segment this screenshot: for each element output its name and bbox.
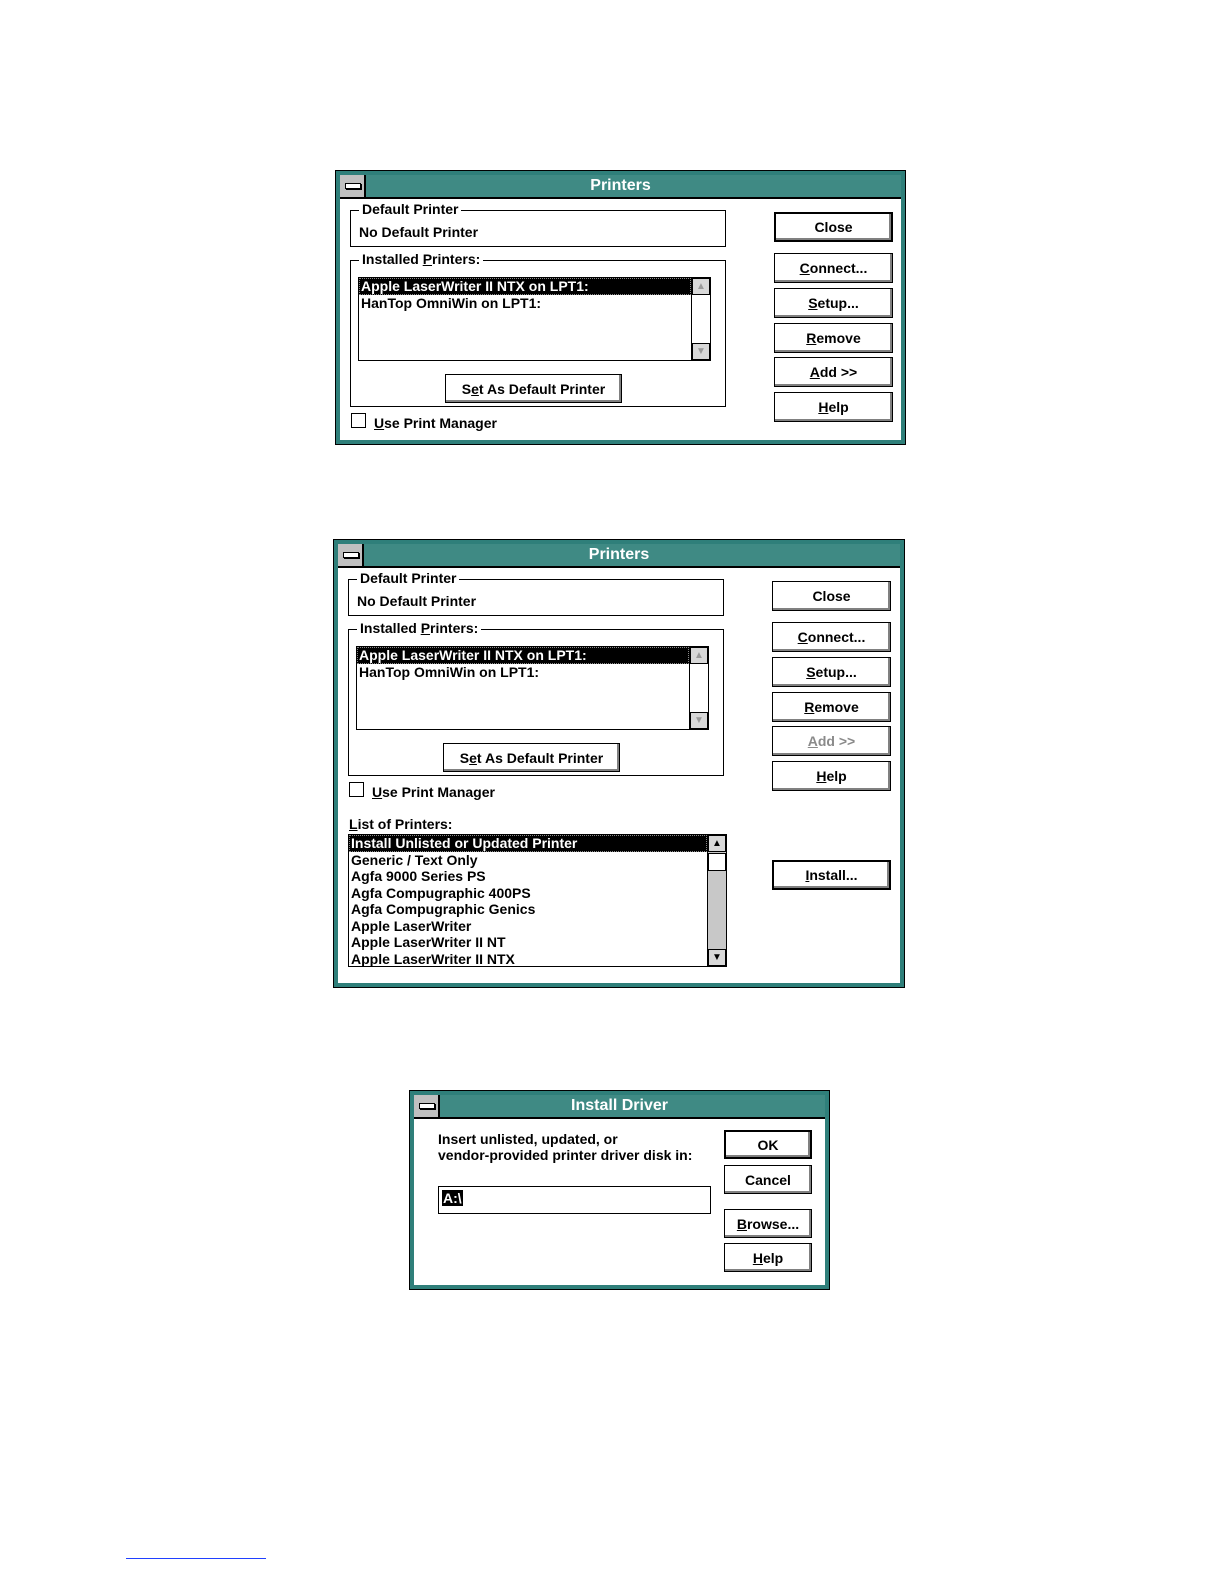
title-bar[interactable] bbox=[338, 544, 900, 568]
default-printer-group bbox=[350, 201, 726, 247]
ok-button[interactable]: OK bbox=[724, 1130, 812, 1159]
window-title: Printers bbox=[590, 177, 651, 194]
scroll-down-arrow-icon[interactable]: ▼ bbox=[690, 712, 708, 729]
use-print-manager-checkbox[interactable] bbox=[351, 413, 366, 428]
list-item[interactable]: Agfa Compugraphic Genics bbox=[351, 901, 536, 917]
add-button[interactable]: A dd >> bbox=[772, 726, 891, 756]
help-button[interactable]: H elp bbox=[772, 761, 891, 791]
close-button[interactable]: Close bbox=[774, 212, 893, 242]
setup-button[interactable]: S etup... bbox=[774, 288, 893, 318]
installed-printers-group bbox=[348, 620, 724, 776]
default-printer-value: No Default Printer bbox=[357, 593, 477, 609]
list-item[interactable]: Apple LaserWriter II NT bbox=[351, 934, 506, 950]
printers-dialog-2 bbox=[334, 540, 904, 987]
scroll-down-arrow-icon[interactable]: ▼ bbox=[708, 949, 726, 966]
close-button[interactable]: Close bbox=[772, 581, 891, 611]
setup-button[interactable]: S etup... bbox=[772, 657, 891, 687]
add-button[interactable]: A dd >> bbox=[774, 357, 893, 387]
set-as-default-printer-button[interactable]: S e t As Default Printer bbox=[443, 743, 620, 772]
list-of-printers-list[interactable] bbox=[348, 834, 727, 967]
window-title: Printers bbox=[588, 546, 650, 563]
system-menu-icon[interactable] bbox=[340, 175, 366, 197]
list-item[interactable]: Apple LaserWriter II NTX on LPT1: bbox=[357, 647, 689, 664]
installed-printers-list[interactable] bbox=[358, 277, 711, 361]
prompt-text-line-1: Insert unlisted, updated, or bbox=[438, 1131, 618, 1147]
use-print-manager-label: Use Print Manager bbox=[374, 415, 497, 431]
install-button[interactable]: I nstall... bbox=[772, 860, 891, 890]
help-button[interactable]: H elp bbox=[724, 1243, 812, 1272]
list-item[interactable]: Install Unlisted or Updated Printer bbox=[349, 835, 707, 852]
scroll-up-arrow-icon[interactable]: ▲ bbox=[692, 278, 710, 295]
list-item[interactable]: Apple LaserWriter II NTX bbox=[351, 950, 515, 967]
scrollbar-thumb[interactable] bbox=[708, 853, 726, 871]
system-menu-icon[interactable] bbox=[414, 1095, 440, 1117]
install-driver-dialog bbox=[410, 1091, 829, 1289]
set-as-default-printer-button[interactable]: S e t As Default Printer bbox=[445, 374, 622, 403]
prompt-text-line-2: vendor-provided printer driver disk in: bbox=[438, 1147, 693, 1163]
connect-button[interactable]: C onnect... bbox=[772, 622, 891, 652]
title-bar[interactable] bbox=[414, 1095, 825, 1119]
scroll-up-arrow-icon[interactable]: ▲ bbox=[708, 835, 726, 852]
list-item[interactable]: Apple LaserWriter bbox=[351, 917, 472, 934]
default-printer-value: No Default Printer bbox=[359, 224, 479, 240]
system-menu-icon[interactable] bbox=[338, 544, 364, 566]
default-printer-label: Default Printer bbox=[359, 201, 461, 217]
use-print-manager-checkbox[interactable] bbox=[349, 782, 364, 797]
window-title: Install Driver bbox=[571, 1097, 668, 1114]
default-printer-label: Default Printer bbox=[357, 570, 459, 586]
scroll-up-arrow-icon[interactable]: ▲ bbox=[690, 647, 708, 664]
scroll-down-arrow-icon[interactable]: ▼ bbox=[692, 343, 710, 360]
printers-dialog-1 bbox=[336, 171, 905, 444]
list-item[interactable]: HanTop OmniWin on LPT1: bbox=[359, 663, 540, 680]
installed-printers-label: Installed Printers: bbox=[359, 251, 483, 267]
list-item[interactable]: Apple LaserWriter II NTX on LPT1: bbox=[359, 278, 691, 295]
help-button[interactable]: H elp bbox=[774, 392, 893, 422]
default-printer-group bbox=[348, 570, 724, 616]
driver-path-input[interactable] bbox=[438, 1186, 711, 1214]
installed-printers-list[interactable] bbox=[356, 646, 709, 730]
list-item[interactable]: Generic / Text Only bbox=[351, 851, 478, 868]
scrollbar[interactable] bbox=[707, 835, 726, 966]
connect-button[interactable]: C onnect... bbox=[774, 253, 893, 283]
scrollbar[interactable] bbox=[689, 647, 708, 729]
list-of-printers-label: List of Printers: bbox=[349, 816, 453, 832]
browse-button[interactable]: B rowse... bbox=[724, 1209, 812, 1238]
cancel-button[interactable]: Cancel bbox=[724, 1165, 812, 1194]
installed-printers-group bbox=[350, 251, 726, 407]
list-item[interactable]: HanTop OmniWin on LPT1: bbox=[361, 294, 542, 311]
driver-path-value: A:\ bbox=[443, 1190, 462, 1206]
list-item[interactable]: Agfa Compugraphic 400PS bbox=[351, 884, 531, 901]
installed-printers-label: Installed Printers: bbox=[357, 620, 481, 636]
scrollbar[interactable] bbox=[691, 278, 710, 360]
title-bar[interactable] bbox=[340, 175, 901, 199]
use-print-manager-label: Use Print Manager bbox=[372, 784, 495, 800]
remove-button[interactable]: R emove bbox=[772, 692, 891, 722]
list-item[interactable]: Agfa 9000 Series PS bbox=[351, 868, 486, 884]
remove-button[interactable]: R emove bbox=[774, 323, 893, 353]
footnote-divider bbox=[126, 1558, 266, 1559]
